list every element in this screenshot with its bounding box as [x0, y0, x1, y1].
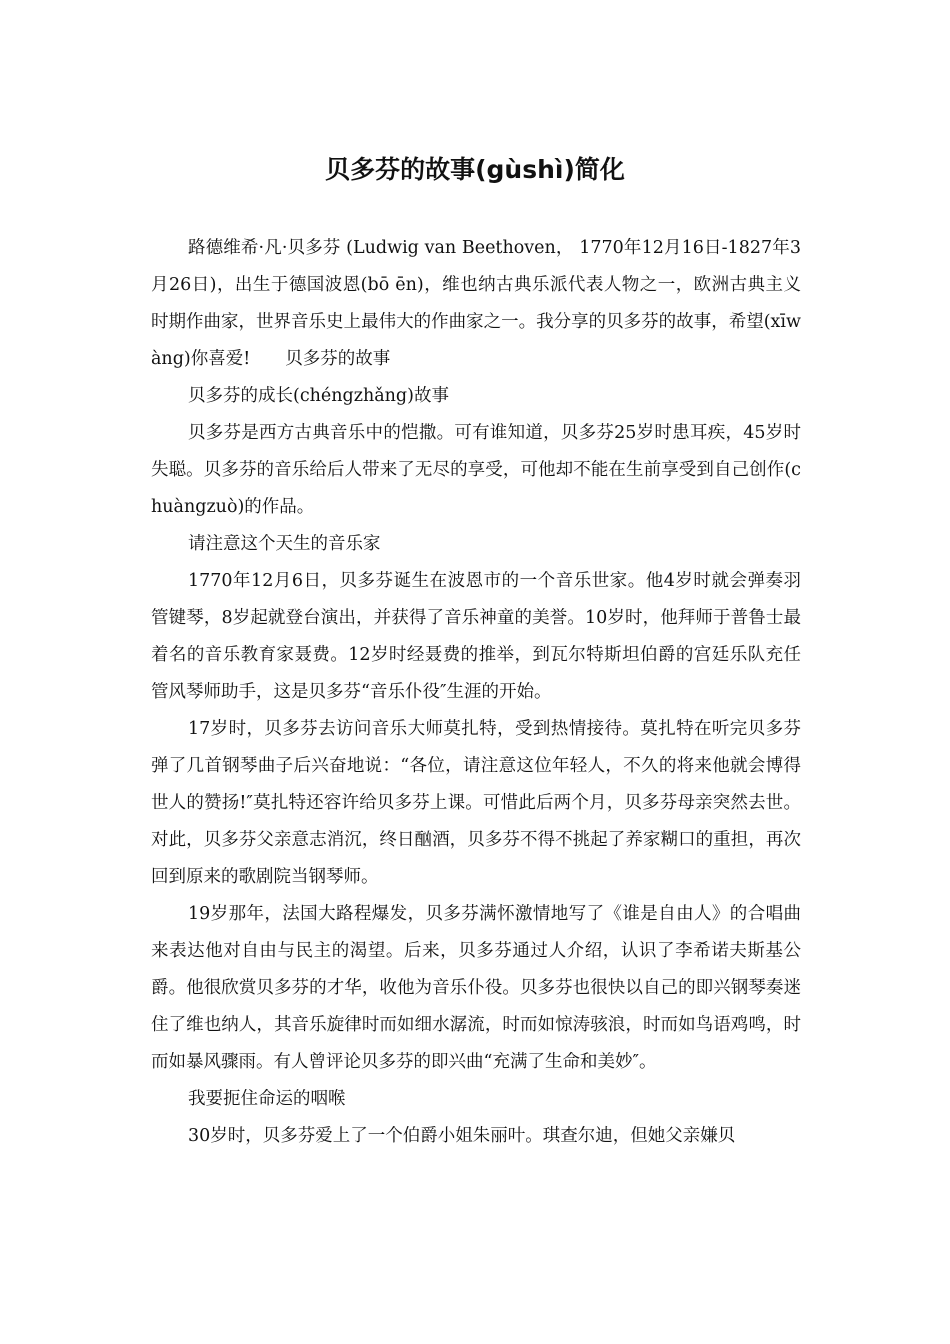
paragraph-juliet: 30岁时，贝多芬爱上了一个伯爵小姐朱丽叶。琪查尔迪，但她父亲嫌贝 — [188, 1126, 736, 1146]
section-heading-growth: 贝多芬的成长(chéngzhǎng)故事 — [188, 386, 449, 406]
section-heading-born-musician: 请注意这个天生的音乐家 — [188, 534, 381, 554]
section-heading-fate: 我要扼住命运的咽喉 — [188, 1089, 346, 1109]
paragraph-mozart: 17岁时，贝多芬去访问音乐大师莫扎特，受到热情接待。莫扎特在听完贝多芬弹了几首钢琴曲子后兴奋地说：“各位，请注意这位年轻人，不久的将来他就会博得世人的赞扬!″莫扎特还容许给贝多芬上课。可惜此后两个月，贝多芬母亲突然去世。对此，贝多芬父亲意志消沉，终日酗酒，贝多芬不得不挑起了养家糊口的重担，再次回到原来的歌剧院当钢琴师。 — [151, 719, 801, 887]
paragraph-childhood: 1770年12月6日，贝多芬诞生在波恩市的一个音乐世家。他4岁时就会弹奏羽管键琴，8岁起就登台演出，并获得了音乐神童的美誉。10岁时，他拜师于普鲁士最着名的音乐教育家聂费。12岁时经聂费的推举，到瓦尔特斯坦伯爵的宫廷乐队充任管风琴师助手，这是贝多芬“音乐仆役″生涯的开始。 — [151, 571, 801, 702]
document-body — [151, 230, 801, 1155]
paragraph-intro: 路德维希·凡·贝多芬 (Ludwig van Beethoven， 1770年12月16日-1827年3月26日)，出生于德国波恩(bō ēn)，维也纳古典乐派代表人物之一，欧洲古典主义时期作曲家，世界音乐史上最伟大的作曲家之一。我分享的贝多芬的故事，希望(xīwàng)你喜爱! 贝多芬的故事 — [151, 238, 801, 369]
paragraph-growth: 贝多芬是西方古典音乐中的恺撒。可有谁知道，贝多芬25岁时患耳疾，45岁时失聪。贝多芬的音乐给后人带来了无尽的享受，可他却不能在生前享受到自己创作(chuàngzuò)的作品。 — [151, 423, 801, 517]
document-title: 贝多芬的故事(gùshì)简化 — [325, 155, 625, 184]
paragraph-revolution: 19岁那年，法国大路程爆发，贝多芬满怀激情地写了《谁是自由人》的合唱曲来表达他对自由与民主的渴望。后来，贝多芬通过人介绍，认识了李希诺夫斯基公爵。他很欣赏贝多芬的才华，收他为音乐仆役。贝多芬也很快以自己的即兴钢琴奏迷住了维也纳人，其音乐旋律时而如细水潺流，时而如惊涛骇浪，时而如鸟语鸡鸣，时而如暴风骤雨。有人曾评论贝多芬的即兴曲“充满了生命和美妙″。 — [151, 904, 801, 1072]
